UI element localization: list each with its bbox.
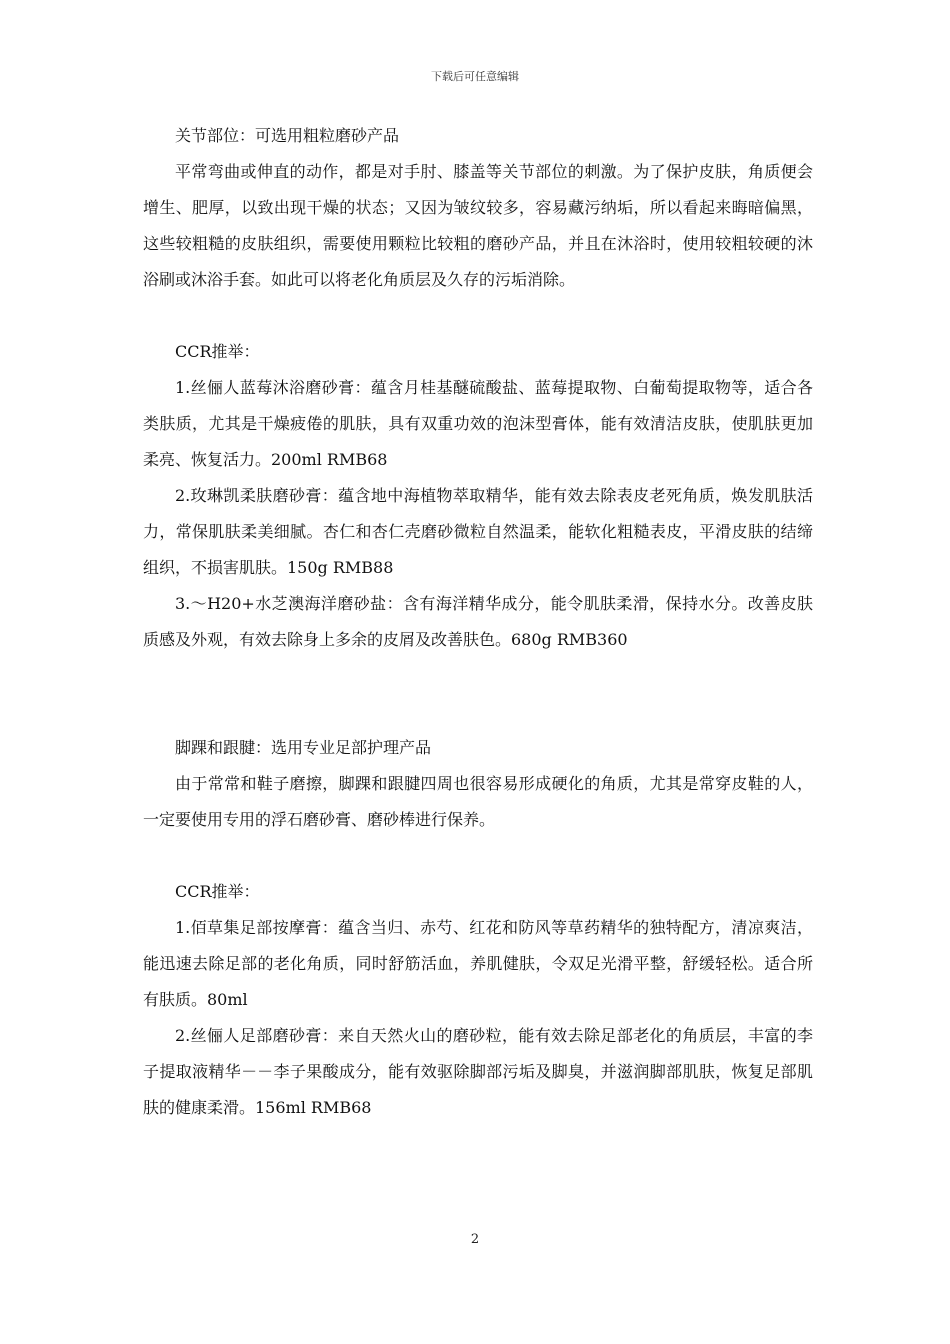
blank-line	[143, 838, 813, 874]
recommend-label-feet: CCR推举：	[175, 882, 260, 901]
product-item: 2.玫琳凯柔肤磨砂膏：蕴含地中海植物萃取精华，能有效去除表皮老死角质，焕发肌肤活力，常保肌肤柔美细腻。杏仁和杏仁壳磨砂微粒自然温柔，能软化粗糙表皮，平滑皮肤的结缔组织，不损害肌肤。150g RMB88	[143, 486, 813, 577]
page-header-note: 下载后可任意编辑	[431, 70, 519, 83]
paragraph-feet-body: 由于常常和鞋子磨擦，脚踝和跟腱四周也很容易形成硬化的角质，尤其是常穿皮鞋的人，一定要使用专用的浮石磨砂膏、磨砂棒进行保养。	[143, 774, 813, 829]
product-item: 1.佰草集足部按摩膏：蕴含当归、赤芍、红花和防风等草药精华的独特配方，清凉爽洁，能迅速去除足部的老化角质，同时舒筋活血，养肌健肤，令双足光滑平整，舒缓轻松。适合所有肤质。80ml	[143, 918, 813, 1009]
blank-lines	[143, 658, 813, 730]
section-heading-feet: 脚踝和跟腱：选用专业足部护理产品	[175, 738, 432, 757]
page-number: 2	[470, 1232, 480, 1247]
product-item: 2.丝俪人足部磨砂膏：来自天然火山的磨砂粒，能有效去除足部老化的角质层，丰富的李子提取液精华－－李子果酸成分，能有效驱除脚部污垢及脚臭，并滋润脚部肌肤，恢复足部肌肤的健康柔滑。156ml RMB68	[143, 1026, 813, 1117]
blank-line	[143, 298, 813, 334]
product-item: 3.～H20+水芝澳海洋磨砂盐：含有海洋精华成分，能令肌肤柔滑，保持水分。改善皮肤质感及外观，有效去除身上多余的皮屑及改善肤色。680g RMB360	[143, 594, 813, 649]
document-body	[143, 118, 813, 1126]
paragraph-joints-body: 平常弯曲或伸直的动作，都是对手肘、膝盖等关节部位的刺激。为了保护皮肤，角质便会增生、肥厚，以致出现干燥的状态；又因为皱纹较多，容易藏污纳垢，所以看起来晦暗偏黑，这些较粗糙的皮肤组织，需要使用颗粒比较粗的磨砂产品，并且在沐浴时，使用较粗较硬的沐浴刷或沐浴手套。如此可以将老化角质层及久存的污垢消除。	[143, 162, 813, 289]
section-heading-joints: 关节部位：可选用粗粒磨砂产品	[175, 126, 400, 145]
recommend-label-joints: CCR推举：	[175, 342, 260, 361]
product-item: 1.丝俪人蓝莓沐浴磨砂膏：蕴含月桂基醚硫酸盐、蓝莓提取物、白葡萄提取物等，适合各类肤质，尤其是干燥疲倦的肌肤，具有双重功效的泡沫型膏体，能有效清洁皮肤，使肌肤更加柔亮、恢复活力。200ml RMB68	[143, 378, 813, 469]
